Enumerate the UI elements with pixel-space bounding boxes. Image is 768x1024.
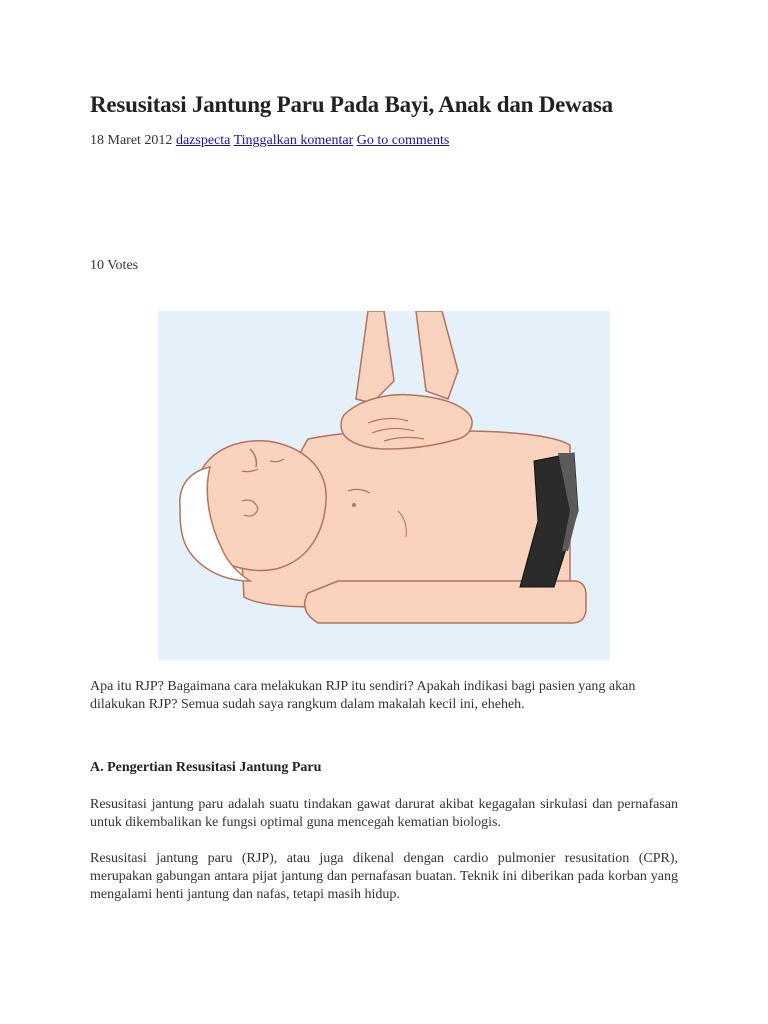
rescuer-hands — [341, 395, 472, 449]
article-meta — [90, 133, 449, 149]
go-to-comments-link[interactable]: Go to comments — [356, 133, 450, 148]
intro-paragraph: Apa itu RJP? Bagaimana cara melakukan RJP itu sendiri? Apakah indikasi bagi pasien yang akan dilakukan RJP? Semua sudah saya rangkum dalam makalah kecil ini, eheheh. — [90, 679, 636, 712]
article-title: Resusitasi Jantung Paru Pada Bayi, Anak dan Dewasa — [90, 92, 613, 117]
cpr-illustration — [158, 311, 610, 660]
author-link[interactable]: dazspecta — [175, 133, 231, 148]
section-a-paragraph-1: Resusitasi jantung paru adalah suatu tindakan gawat darurat akibat kegagalan sirkulasi dan pernafasan untuk dikembalikan ke fungsi optimal guna mencegah kematian biologis. — [90, 797, 678, 830]
section-a-paragraph-2: Resusitasi jantung paru (RJP), atau juga dikenal dengan cardio pulmonier resusitation (CPR), merupakan gabungan antara pijat jantung dan pernafasan buatan. Teknik ini diberikan pada korban yang mengalami henti jantung dan nafas, tetapi masih hidup. — [90, 851, 678, 902]
cpr-illustration-drawing — [158, 311, 610, 660]
rescuer-right-arm — [416, 311, 458, 399]
votes-count: 10 Votes — [90, 258, 139, 273]
rescuer-left-arm — [356, 311, 394, 403]
post-date: 18 Maret 2012 — [90, 133, 173, 148]
leave-comment-link[interactable]: Tinggalkan komentar — [233, 133, 354, 148]
section-a-heading: A. Pengertian Resusitasi Jantung Paru — [90, 760, 322, 775]
patient-nipple — [352, 503, 356, 507]
